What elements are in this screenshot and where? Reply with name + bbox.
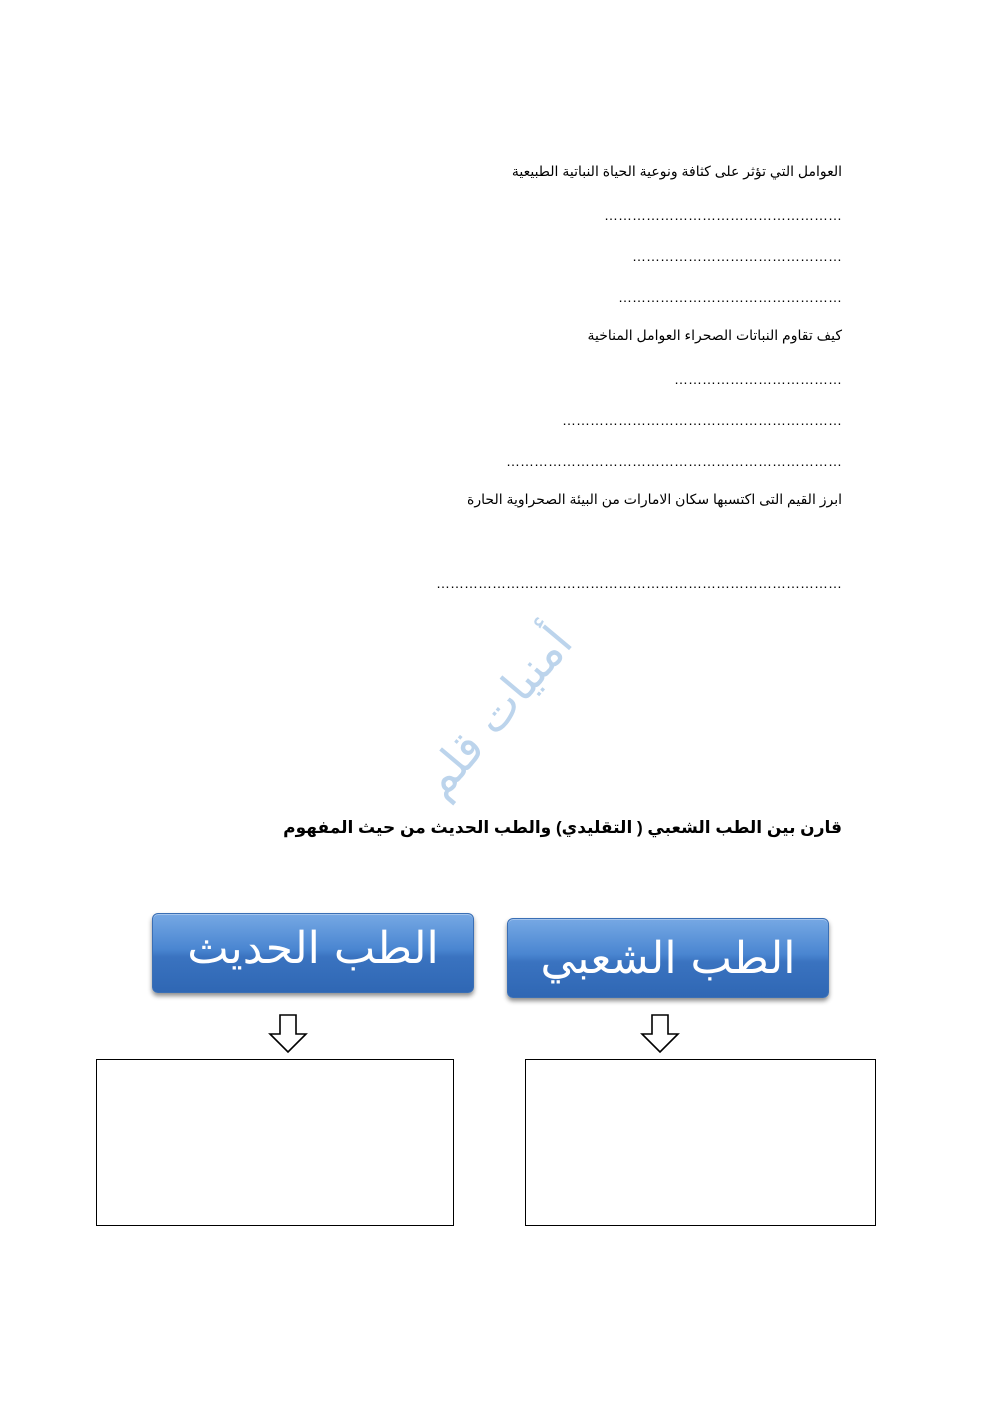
question-2-blank-1[interactable]: ……………………………… <box>674 371 842 387</box>
question-3-prompt: ابرز القيم التى اكتسبها سكان الامارات من البيئة الصحراوية الحارة <box>467 491 842 507</box>
traditional-medicine-label: الطب الشعبي <box>507 918 829 998</box>
question-1-blank-2[interactable]: ……………………………………… <box>632 248 842 264</box>
question-2-prompt: كيف تقاوم النباتات الصحراء العوامل المناخية <box>587 327 842 343</box>
modern-medicine-answer-box[interactable] <box>96 1059 454 1226</box>
traditional-medicine-answer-box[interactable] <box>525 1059 876 1226</box>
question-2-blank-3[interactable]: ……………………………………………………………… <box>506 453 842 469</box>
question-1-blank-1[interactable]: …………………………………………… <box>604 207 842 223</box>
question-1-blank-3[interactable]: ………………………………………… <box>618 289 842 305</box>
comparison-heading: قارن بين الطب الشعبي ( التقليدي) والطب الحديث من حيث المفهوم <box>283 818 842 837</box>
question-2-blank-2[interactable]: …………………………………………………… <box>562 412 842 428</box>
down-arrow-icon <box>268 1014 308 1054</box>
question-1-prompt: العوامل التي تؤثر على كثافة ونوعية الحياة النباتية الطبيعية <box>511 163 842 179</box>
down-arrow-icon <box>640 1014 680 1054</box>
watermark: أمنيات قلم <box>409 616 583 808</box>
modern-medicine-label: الطب الحديث <box>152 913 474 993</box>
question-3-blank-1[interactable]: …………………………………………………………………………… <box>436 575 842 591</box>
